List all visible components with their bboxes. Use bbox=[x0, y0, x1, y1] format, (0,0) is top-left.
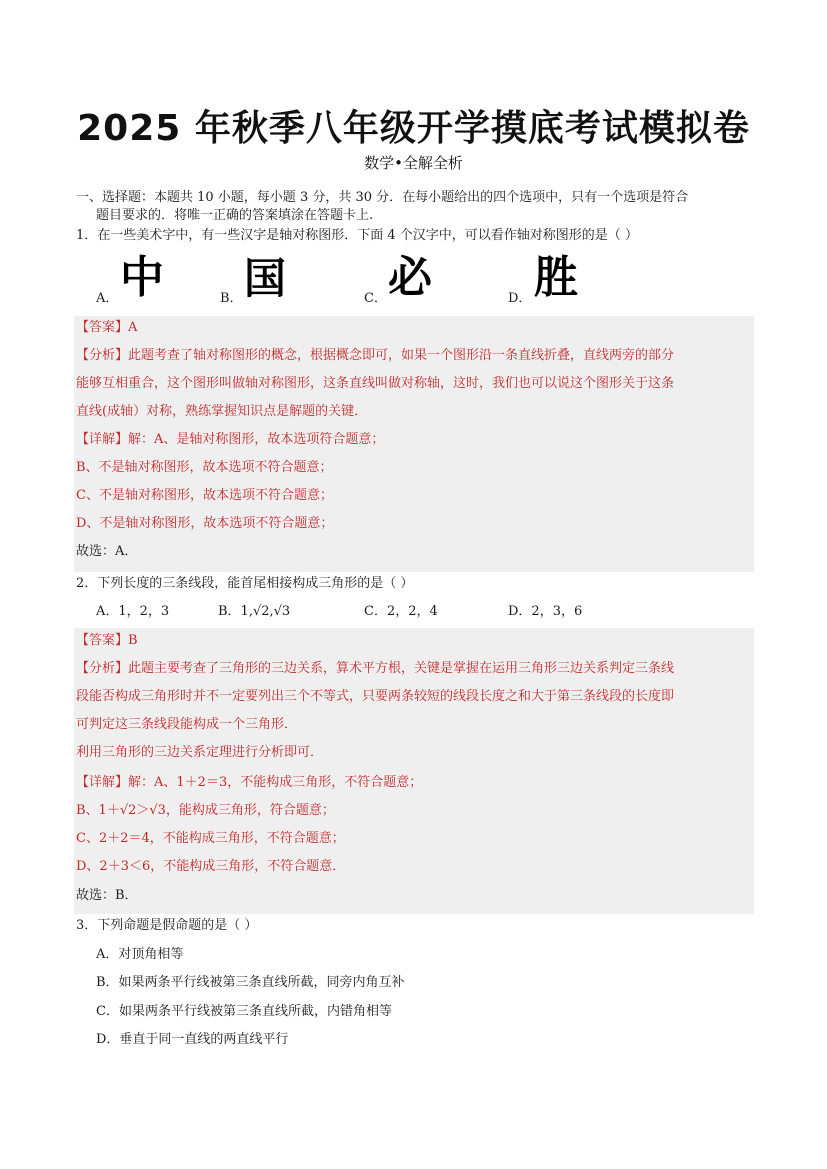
answer-tag: 【答案】 bbox=[76, 320, 129, 335]
section-instruction-line1: 一、选择题：本题共 10 小题，每小题 3 分，共 30 分．在每小题给出的四个选项中，只有一个选项是符合 bbox=[76, 190, 689, 205]
q1-detail-line1 bbox=[76, 430, 384, 450]
q2-option-c: C．2，2，4 bbox=[364, 604, 438, 619]
q1-option-c-label: C． bbox=[364, 291, 387, 306]
answer-value: A bbox=[128, 320, 138, 335]
q1-option-d-label: D． bbox=[508, 291, 532, 306]
q2-detail-line2: B、1＋√2＞√3，能构成三角形，符合题意； bbox=[76, 803, 335, 818]
q2-detail-line4: D、2＋3＜6，不能构成三角形，不符合题意． bbox=[76, 859, 346, 874]
detail-text: 解：A、1＋2＝3，不能构成三角形，不符合题意； bbox=[128, 775, 423, 790]
q1-conclusion: 故选：A． bbox=[76, 544, 138, 559]
q1-option-a-char: 中 bbox=[120, 252, 164, 303]
q1-detail-line2: B、不是轴对称图形，故本选项不符合题意； bbox=[76, 460, 333, 475]
q1-detail-line4: D、不是轴对称图形，故本选项不符合题意； bbox=[76, 516, 334, 531]
answer-tag: 【答案】 bbox=[76, 633, 129, 648]
q3-option-c: C．如果两条平行线被第三条直线所截，内错角相等 bbox=[96, 1004, 392, 1019]
detail-tag: 【详解】 bbox=[76, 775, 129, 790]
page-title: 2025 年秋季八年级开学摸底考试模拟卷 bbox=[77, 108, 750, 149]
detail-text: 解：A、是轴对称图形，故本选项符合题意； bbox=[128, 432, 385, 447]
q2-detail-line1 bbox=[76, 773, 422, 793]
q1-stem: 1．在一些美术字中，有一些汉字是轴对称图形．下面 4 个汉字中，可以看作轴对称图形的是（ ） bbox=[76, 228, 638, 243]
q2-stem: 2．下列长度的三条线段，能首尾相接构成三角形的是（ ） bbox=[76, 576, 414, 591]
analysis-text: 此题主要考查了三角形的三边关系，算术平方根，关键是掌握在运用三角形三边关系判定三条线 bbox=[128, 661, 675, 676]
q2-analysis-extra: 利用三角形的三边关系定理进行分析即可． bbox=[76, 745, 324, 760]
q1-analysis-line2: 能够互相重合，这个图形叫做轴对称图形，这条直线叫做对称轴，这时，我们也可以说这个图形关于这条 bbox=[76, 376, 675, 391]
q1-option-b-label: B． bbox=[220, 291, 243, 306]
q2-option-a: A．1，2，3 bbox=[96, 604, 170, 619]
q1-option-c-char: 必 bbox=[388, 252, 432, 303]
q3-stem: 3．下列命题是假命题的是（ ） bbox=[76, 918, 258, 933]
q2-option-b: B．1,√2,√3 bbox=[218, 604, 291, 619]
q3-option-a: A．对顶角相等 bbox=[96, 947, 184, 962]
q1-detail-line3: C、不是轴对称图形，故本选项不符合题意； bbox=[76, 488, 333, 503]
analysis-text: 此题考查了轴对称图形的概念，根据概念即可，如果一个图形沿一条直线折叠，直线两旁的部分 bbox=[128, 348, 675, 363]
q1-option-a-label: A． bbox=[96, 291, 119, 306]
q1-analysis-line1 bbox=[76, 346, 674, 366]
q1-analysis-line3: 直线(成轴）对称，熟练掌握知识点是解题的关键． bbox=[76, 404, 368, 419]
analysis-tag: 【分析】 bbox=[76, 661, 129, 676]
detail-tag: 【详解】 bbox=[76, 432, 129, 447]
q3-option-d: D．垂直于同一直线的两直线平行 bbox=[96, 1032, 289, 1047]
q2-analysis-line2: 段能否构成三角形时并不一定要列出三个不等式，只要两条较短的线段长度之和大于第三条线段的长度即 bbox=[76, 689, 675, 704]
page-subtitle: 数学•全解全析 bbox=[364, 154, 463, 172]
q2-answer bbox=[76, 631, 138, 651]
q1-answer bbox=[76, 318, 137, 338]
q2-detail-line3: C、2＋2＝4，不能构成三角形，不符合题意； bbox=[76, 831, 345, 846]
analysis-tag: 【分析】 bbox=[76, 348, 129, 363]
q2-analysis-line1 bbox=[76, 659, 674, 679]
q1-option-b-char: 国 bbox=[244, 254, 287, 303]
q3-option-b: B．如果两条平行线被第三条直线所截，同旁内角互补 bbox=[96, 975, 405, 990]
section-instruction-line2: 题目要求的．将唯一正确的答案填涂在答题卡上. bbox=[96, 208, 374, 223]
q1-option-d-char: 胜 bbox=[534, 252, 578, 303]
q2-analysis-line3: 可判定这三条线段能构成一个三角形． bbox=[76, 717, 298, 732]
q2-conclusion: 故选：B． bbox=[76, 888, 138, 903]
q2-option-d: D．2，3，6 bbox=[508, 604, 583, 619]
answer-value: B bbox=[128, 633, 138, 648]
